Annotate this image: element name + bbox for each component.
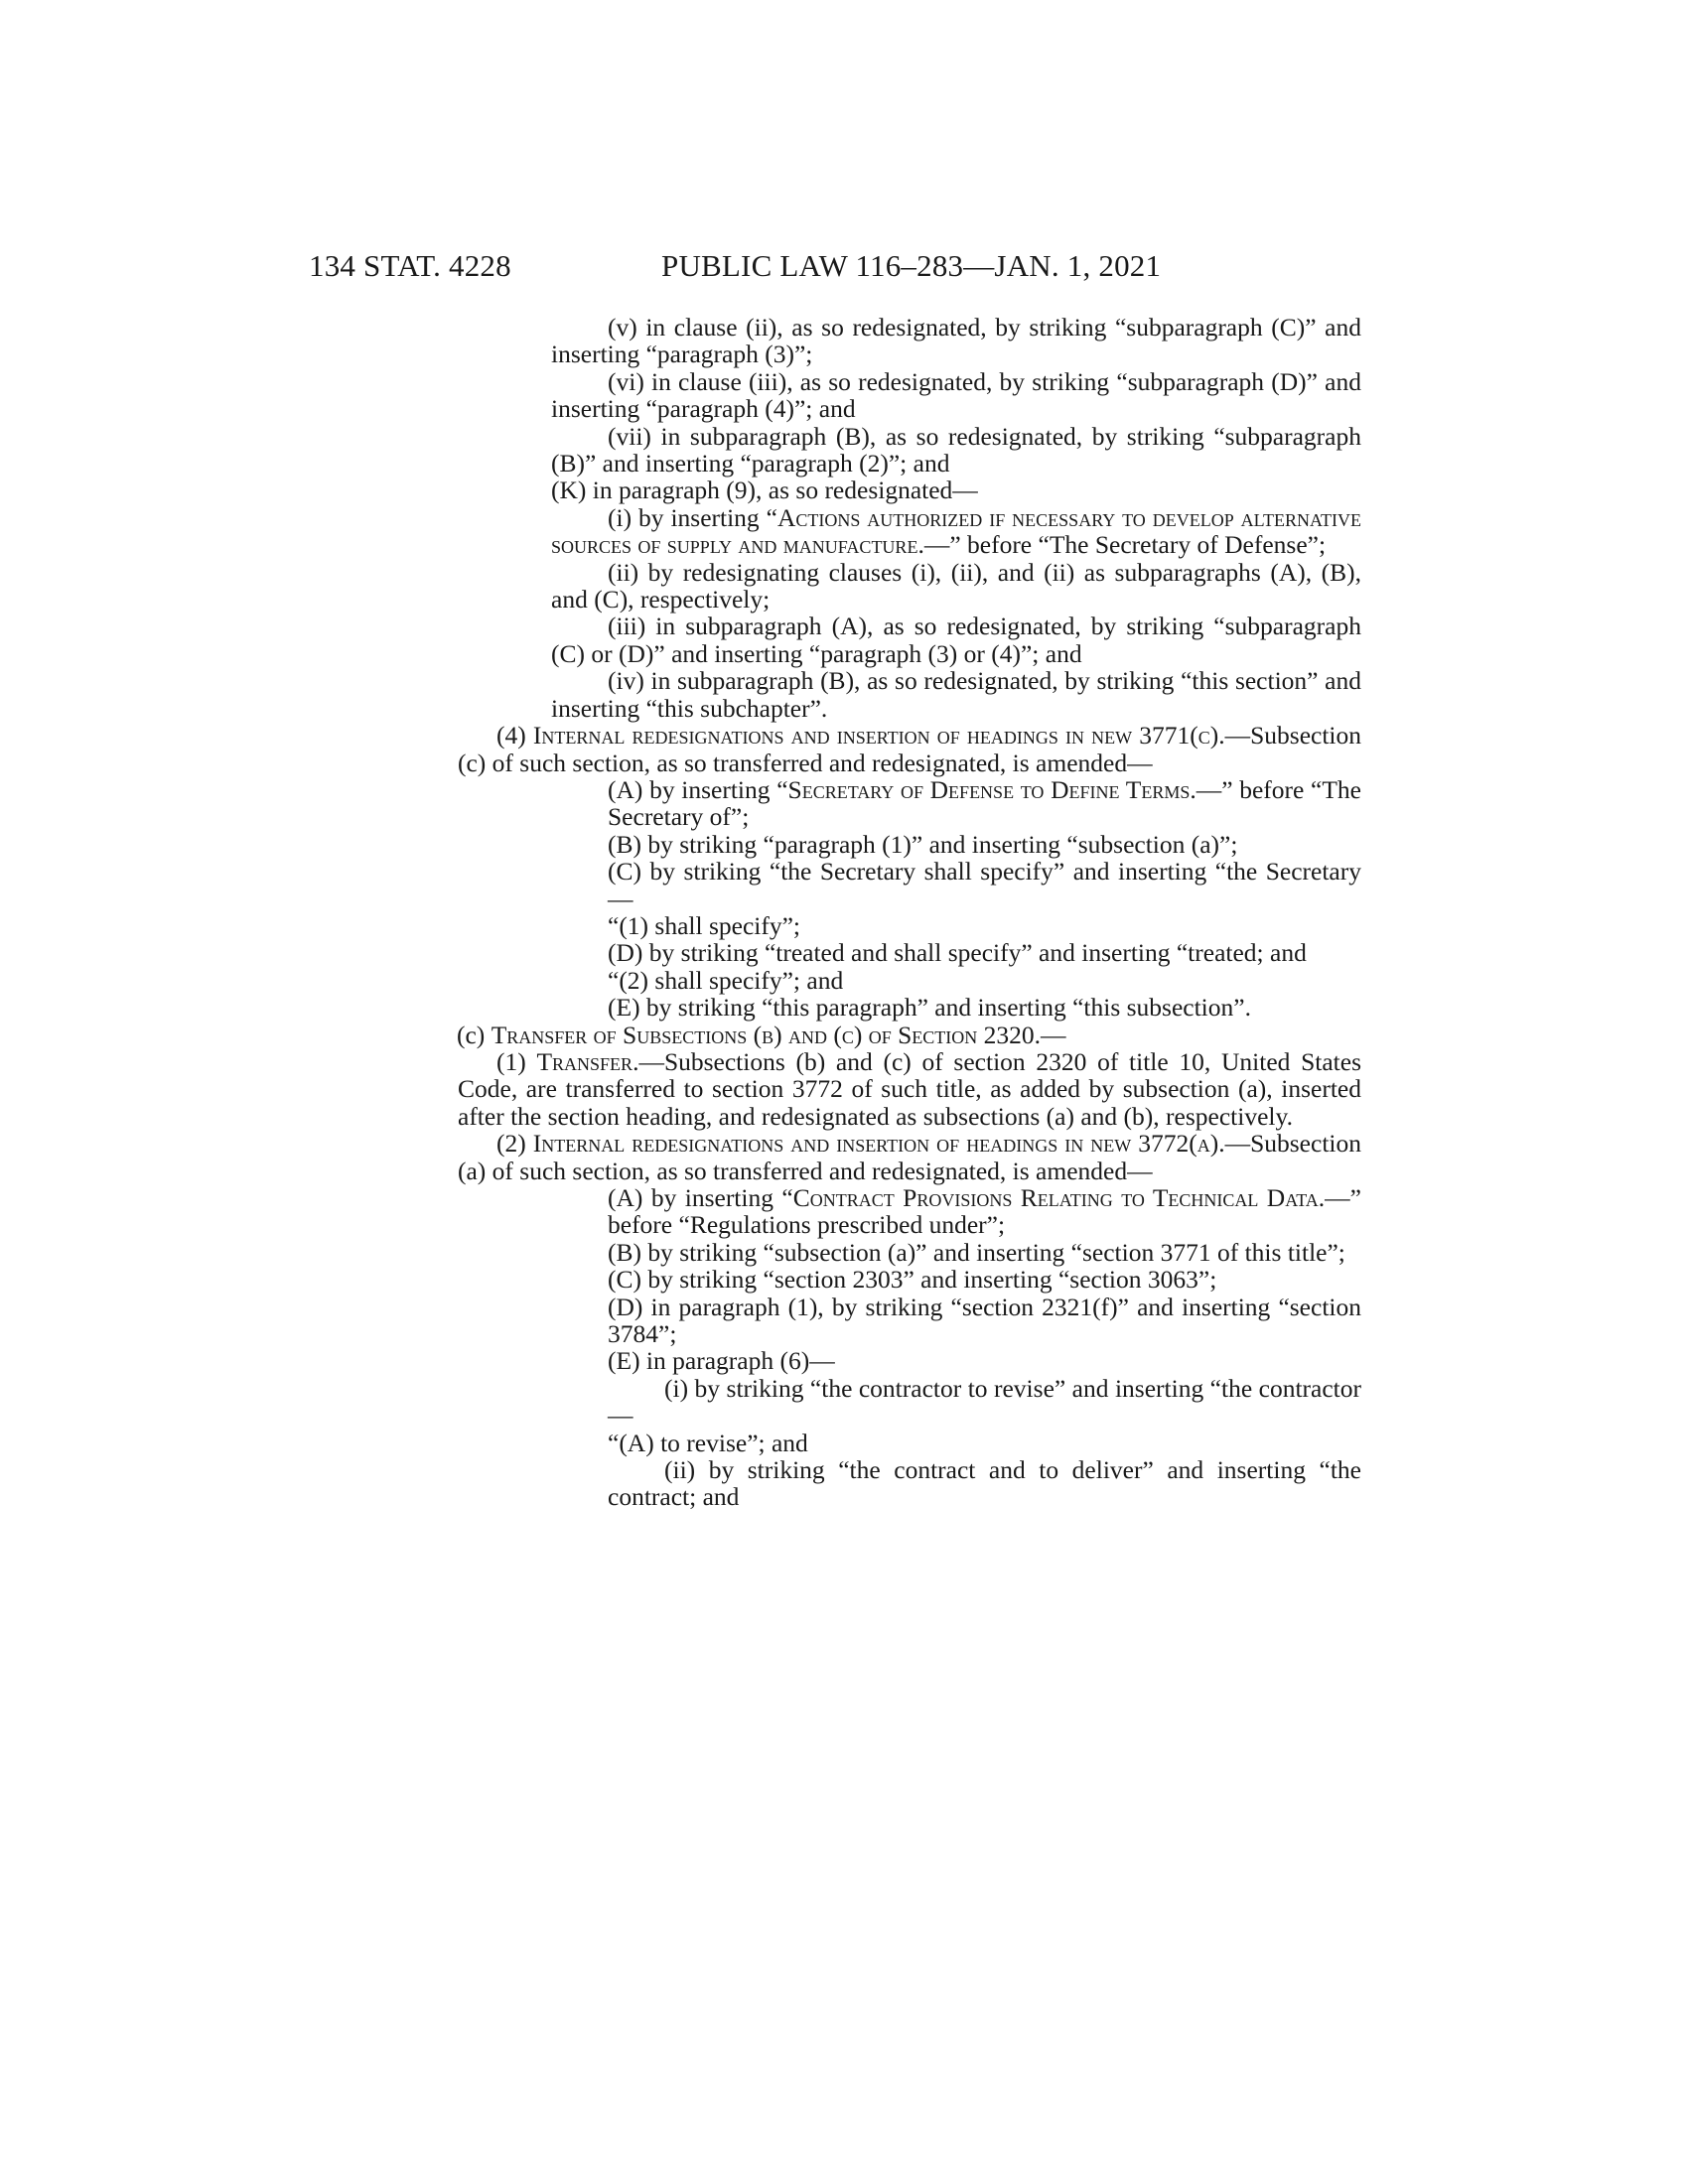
provision-paragraph: (v) in clause (ii), as so redesignated, by striking “subparagraph (C)” and inserting “paragraph (3)”;: [551, 313, 1361, 369]
provision-paragraph: (i) by inserting “Actions authorized if necessary to develop alternative sources of supply and manufacture.—” before “The Secretary of Defense”;: [551, 502, 1362, 560]
provision-paragraph: (i) by striking “the contractor to revise” and inserting “the contractor—: [608, 1373, 1361, 1431]
provision-paragraph: (A) by inserting “Secretary of Defense to Define Terms.—” before “The Secretary of”;: [608, 774, 1361, 832]
provision-paragraph: (iii) in subparagraph (A), as so redesignated, by striking “subparagraph (C) or (D)” and inserting “paragraph (3) or (4)”; and: [551, 612, 1361, 668]
provision-paragraph: (C) by striking “section 2303” and inserting “section 3063”;: [608, 1265, 1217, 1295]
page-header: [309, 248, 1363, 288]
provision-paragraph: (D) in paragraph (1), by striking “section 2321(f)” and inserting “section 3784”;: [608, 1292, 1361, 1349]
provision-paragraph: (D) by striking “treated and shall specify” and inserting “treated; and: [608, 938, 1307, 968]
provision-paragraph: (E) by striking “this paragraph” and inserting “this subsection”.: [608, 993, 1251, 1023]
provision-paragraph: “(1) shall specify”;: [608, 910, 801, 940]
provision-paragraph: “(A) to revise”; and: [608, 1428, 808, 1457]
public-law-title: PUBLIC LAW 116–283—JAN. 1, 2021: [661, 248, 1162, 283]
content: [457, 313, 1362, 1512]
statute-page-number: 134 STAT. 4228: [309, 248, 511, 283]
provision-paragraph: (2) Internal redesignations and insertion of headings in new 3772(a).—Subsection (a) of such section, as so transferred and redesignated, is amended—: [458, 1129, 1361, 1185]
provision-paragraph: (B) by striking “subsection (a)” and inserting “section 3771 of this title”;: [608, 1237, 1345, 1267]
provision-paragraph: (ii) by striking “the contract and to deliver” and inserting “the contract; and: [608, 1455, 1361, 1512]
provision-paragraph: (ii) by redesignating clauses (i), (ii), and (ii) as subparagraphs (A), (B), and (C), respectively;: [551, 557, 1361, 614]
provision-paragraph: (E) in paragraph (6)—: [608, 1346, 835, 1376]
provision-paragraph: (4) Internal redesignations and insertion of headings in new 3771(c).—Subsection (c) of such section, as so transferred and redesignated, is amended—: [458, 721, 1362, 777]
provision-paragraph: (vi) in clause (iii), as so redesignated, by striking “subparagraph (D)” and inserting “paragraph (4)”; and: [551, 366, 1361, 424]
provision-paragraph: (iv) in subparagraph (B), as so redesignated, by striking “this section” and inserting “this subchapter”.: [551, 666, 1361, 723]
provision-paragraph: (1) Transfer.—Subsections (b) and (c) of section 2320 of title 10, United States Code, are transferred to section 3772 of such title, as added by subsection (a), inserted after the section heading, and redesignated as subsections (a) and (b), respectively.: [458, 1046, 1362, 1131]
provision-paragraph: (B) by striking “paragraph (1)” and inserting “subsection (a)”;: [608, 829, 1238, 859]
provision-paragraph: (vii) in subparagraph (B), as so redesignated, by striking “subparagraph (B)” and inserting “paragraph (2)”; and: [551, 421, 1361, 478]
provision-paragraph: (A) by inserting “Contract Provisions Relating to Technical Data.—” before “Regulations prescribed under”;: [608, 1183, 1361, 1240]
provision-paragraph: “(2) shall specify”; and: [608, 965, 844, 995]
provision-paragraph: (c) Transfer of Subsections (b) and (c) of Section 2320.—: [457, 1020, 1066, 1049]
document-body: [457, 313, 1362, 1512]
provision-paragraph: (K) in paragraph (9), as so redesignated—: [551, 476, 978, 505]
provision-paragraph: (C) by striking “the Secretary shall specify” and inserting “the Secretary—: [608, 857, 1361, 913]
